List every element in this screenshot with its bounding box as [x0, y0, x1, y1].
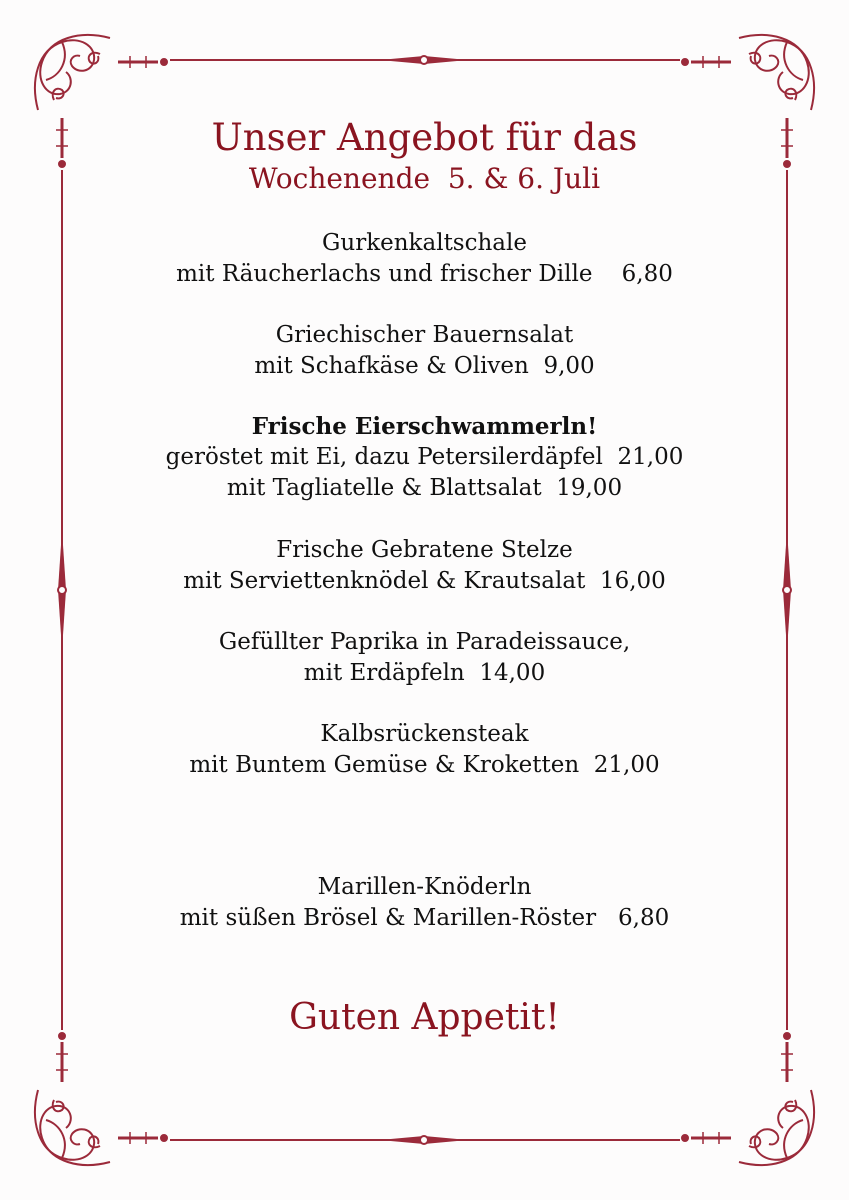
dish-detail: mit Buntem Gemüse & Kroketten 21,00: [189, 752, 660, 778]
dish-name: Gurkenkaltschale: [322, 230, 527, 256]
dish-item-dessert: [0, 872, 849, 934]
menu-title: Unser Angebot für das: [211, 116, 638, 159]
dish-name: Frische Eierschwammerln!: [251, 413, 598, 440]
dish-item: [0, 320, 849, 382]
dish-detail: mit süßen Brösel & Marillen-Röster 6,80: [179, 905, 670, 931]
dish-name: Griechischer Bauernsalat: [275, 322, 574, 348]
dish-detail: mit Erdäpfeln 14,00: [303, 660, 546, 686]
dish-item: [0, 719, 849, 781]
dish-item: [0, 535, 849, 597]
dish-detail: mit Schafkäse & Oliven 9,00: [254, 353, 595, 379]
dish-detail: mit Räucherlachs und frischer Dille 6,80: [176, 261, 673, 287]
dish-name: Kalbsrückensteak: [320, 721, 529, 747]
dish-item: [0, 228, 849, 290]
menu-subtitle-date: Wochenende 5. & 6. Juli: [248, 162, 601, 195]
dish-detail: geröstet mit Ei, dazu Petersilerdäpfel 21,00: [165, 444, 684, 470]
dish-name: Frische Gebratene Stelze: [276, 537, 573, 563]
dish-item-featured: [0, 411, 849, 504]
dish-item: [0, 627, 849, 689]
dish-detail: mit Serviettenknödel & Krautsalat 16,00: [183, 568, 666, 594]
dish-name: Marillen-Knöderln: [317, 874, 532, 900]
closing-greeting: Guten Appetit!: [289, 997, 560, 1038]
dish-detail: mit Tagliatelle & Blattsalat 19,00: [226, 475, 623, 501]
dish-name: Gefüllter Paprika in Paradeissauce,: [218, 629, 631, 655]
